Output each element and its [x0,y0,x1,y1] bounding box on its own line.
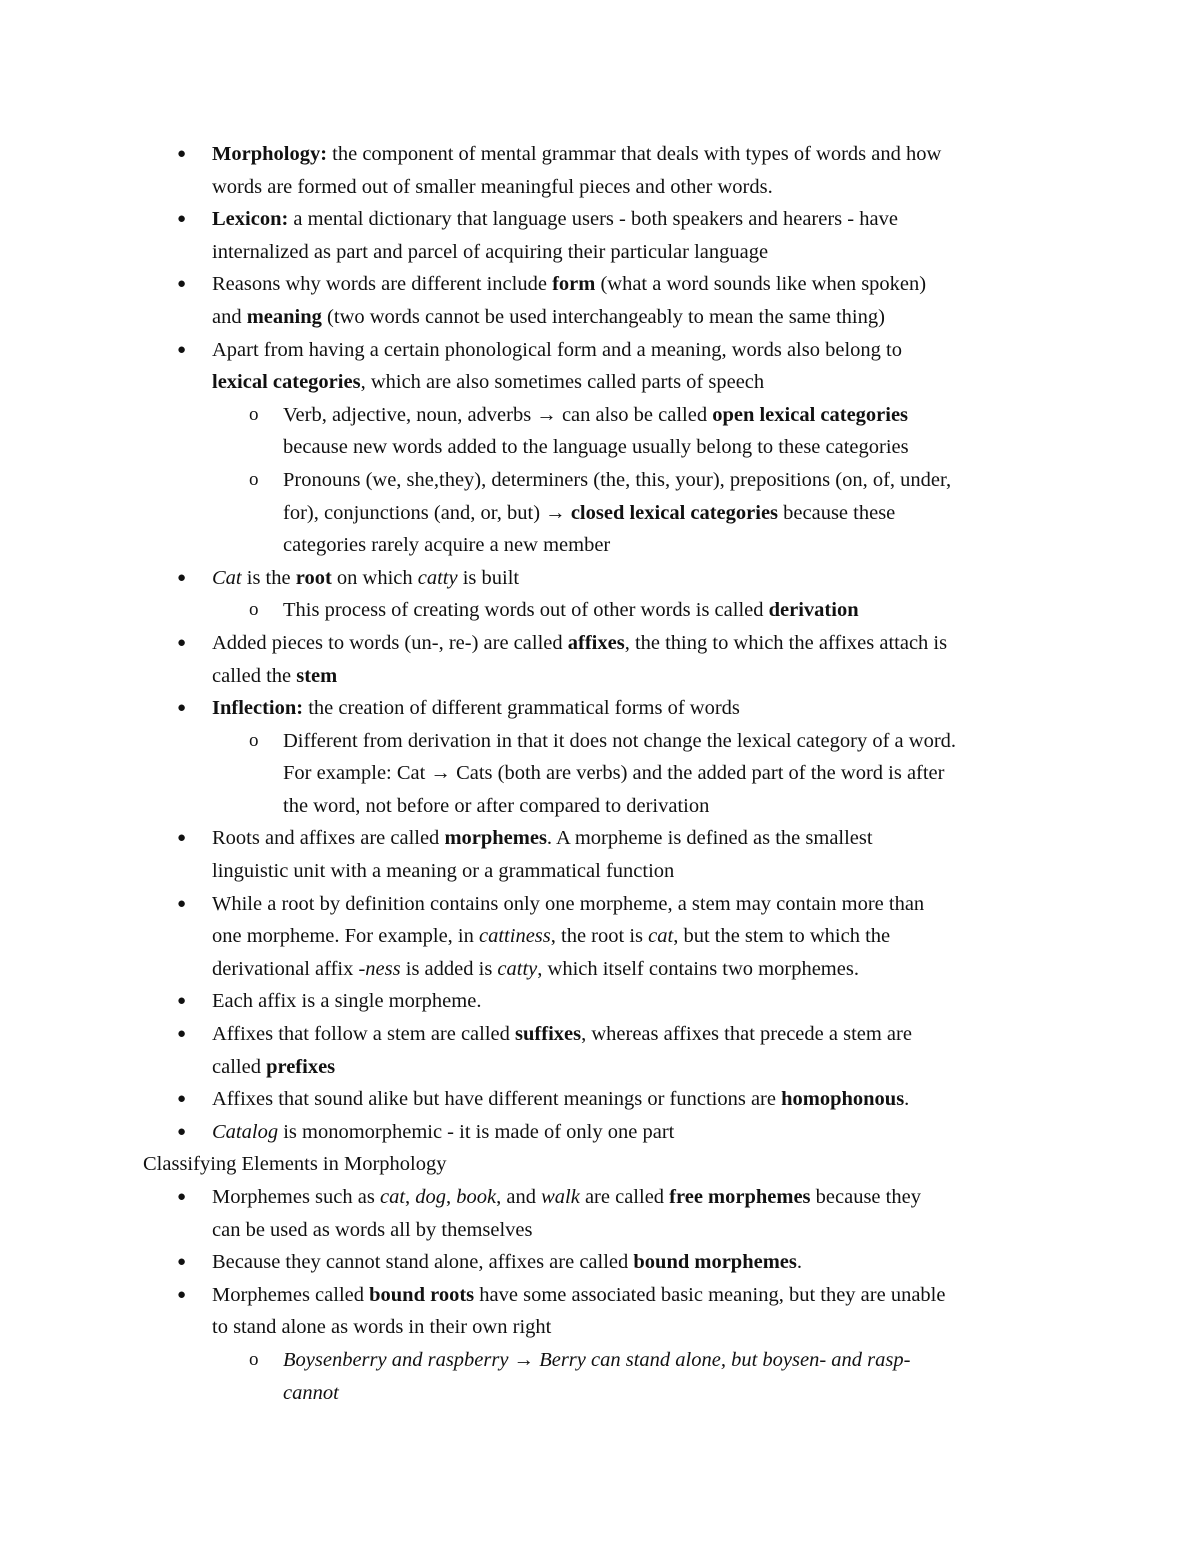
text-line [0,497,1200,530]
text-line [0,692,1200,725]
text-run: internalized as part and parcel of acquiring their particular language [212,240,769,263]
text-line [0,1116,1200,1149]
sub-bullet-icon: o [249,1348,259,1370]
text-run: are called [579,1186,670,1208]
text-run: , [405,1186,416,1208]
text-run: is built [457,566,520,589]
italic-term: -ness [358,957,401,980]
text-line [0,203,1200,236]
text-run: This process of creating words out of other words is called [283,599,769,622]
bullet-icon: ● [177,569,187,586]
text-line [0,431,1200,464]
text-line [0,725,1200,758]
text-line [0,1214,1200,1247]
italic-term: catty [417,566,458,589]
bullet-icon: ● [177,830,187,847]
text-line [0,594,1200,627]
italic-term: Boysenberry and raspberry → Berry can stand alone, but boysen- and rasp- [283,1348,911,1371]
bullet-icon: ● [177,1189,187,1205]
text-run: Verb, adjective, noun, adverbs → can also be called [283,403,713,426]
bold-term: morphemes [444,827,547,850]
bullet-icon: ● [177,341,187,358]
text-run: words are formed out of smaller meaningful pieces and other words. [212,175,773,198]
text-line [0,268,1200,301]
text-run: , the root is [550,925,649,948]
bold-term: bound morphemes [633,1251,797,1274]
text-run: because these [778,501,896,524]
text-line [0,790,1200,823]
text-run: because they [810,1186,921,1208]
italic-term: Catalog [212,1120,279,1143]
sub-bullet-icon: o [249,403,259,425]
text-run: called the [212,664,297,687]
text-run: , the thing to which the affixes attach is [624,631,948,654]
text-run: Pronouns (we, she,they), determiners (the, this, your), prepositions (on, of, under, [283,468,952,491]
text-line [0,1018,1200,1051]
bold-term: suffixes [515,1023,582,1046]
bold-term: free morphemes [669,1186,811,1208]
notes-body [0,138,1200,1409]
text-run: . A morpheme is defined as the smallest [546,827,873,850]
text-run: Affixes that sound alike but have different meanings or functions are [212,1088,782,1111]
text-line [0,1344,1200,1377]
italic-term: cannot [283,1381,339,1404]
text-line [0,1279,1200,1312]
text-run: . [796,1251,802,1274]
text-run: , which are also sometimes called parts of speech [360,371,765,394]
text-run: is monomorphemic - it is made of only one part [278,1120,675,1143]
text-run: for), conjunctions (and, or, but) → [283,501,571,524]
text-run: Classifying Elements in Morphology [143,1153,447,1176]
italic-term: cat [379,1186,406,1208]
text-line [0,920,1200,953]
text-line [0,366,1200,399]
bold-term: closed lexical categories [570,501,779,524]
italic-term: walk [541,1186,580,1208]
bold-term: affixes [567,631,625,654]
text-run: Each affix is a single morpheme. [212,990,482,1013]
text-run: the word, not before or after compared to derivation [283,794,710,817]
text-run: have some associated basic meaning, but they are unable [474,1283,946,1306]
text-run: is added is [400,957,498,980]
text-run: is the [241,566,296,589]
bold-term: bound roots [369,1283,475,1306]
text-line [0,529,1200,562]
bold-term: derivation [768,599,859,622]
bullet-icon: ● [177,634,187,651]
italic-term: cat [648,925,674,948]
text-line [0,985,1200,1018]
text-run: and [212,305,247,328]
text-line [0,464,1200,497]
text-line [0,171,1200,204]
text-run: Because they cannot stand alone, affixes are called [212,1251,634,1274]
bold-term: open lexical categories [712,403,909,426]
text-run: While a root by definition contains only one morpheme, a stem may contain more than [212,892,925,915]
text-run: the creation of different grammatical forms of words [303,697,740,720]
text-run: . [904,1088,910,1111]
italic-term: catty [497,957,538,980]
italic-term: Cat [212,566,242,589]
text-run: Added pieces to words (un-, re-) are called [212,631,568,654]
text-run: Morphemes such as [212,1186,380,1208]
text-run: , which itself contains two morphemes. [537,957,859,980]
text-run: Roots and affixes are called [212,827,445,850]
text-run: called [212,1055,267,1078]
bold-term: lexical categories [212,371,361,394]
text-run: Affixes that follow a stem are called [212,1023,516,1046]
text-run: the component of mental grammar that deals with types of words and how [327,143,942,165]
bullet-icon: ● [177,146,187,162]
text-line [0,236,1200,269]
text-line [0,1181,1200,1214]
text-line [0,627,1200,660]
text-line [0,953,1200,986]
text-line [0,138,1200,171]
sub-bullet-icon: o [249,599,259,621]
text-run: Morphemes called [212,1283,370,1306]
text-line [0,855,1200,888]
bullet-icon: ● [177,1026,187,1043]
bold-term: form [552,273,596,296]
text-run: , whereas affixes that precede a stem are [581,1023,912,1046]
text-line [0,1311,1200,1344]
text-run: For example: Cat → Cats (both are verbs) and the added part of the word is after [283,762,945,785]
bullet-icon: ● [177,1286,187,1303]
text-line [0,334,1200,367]
text-run: linguistic unit with a meaning or a grammatical function [212,860,675,883]
text-line [0,1377,1200,1410]
text-line [0,1083,1200,1116]
italic-term: dog [415,1186,447,1208]
text-run: Reasons why words are different include [212,273,553,296]
text-run: a mental dictionary that language users - both speakers and hearers - have [288,208,898,231]
bold-term: Morphology: [212,143,328,165]
text-run: (two words cannot be used interchangeably to mean the same thing) [321,305,885,328]
bullet-icon: ● [177,276,187,293]
text-run: (what a word sounds like when spoken) [595,273,927,296]
bullet-icon: ● [177,211,187,228]
text-line [0,1148,1200,1181]
text-line [0,757,1200,790]
bullet-icon: ● [177,1254,187,1271]
sub-bullet-icon: o [249,468,259,490]
text-line [0,1246,1200,1279]
text-run: categories rarely acquire a new member [283,534,611,557]
bullet-icon: ● [177,700,187,717]
text-line [0,301,1200,334]
bold-term: Lexicon: [212,208,289,231]
text-line [0,888,1200,921]
bold-term: prefixes [266,1055,336,1078]
italic-term: book [456,1186,497,1208]
bold-term: homophonous [781,1088,905,1111]
bullet-icon: ● [177,895,187,912]
text-line [0,1051,1200,1084]
text-run: to stand alone as words in their own right [212,1316,552,1339]
text-run: one morpheme. For example, in [212,925,480,948]
text-line [0,399,1200,432]
text-run: , [446,1186,457,1208]
text-run: can be used as words all by themselves [212,1218,533,1241]
bullet-icon: ● [177,993,187,1010]
bold-term: Inflection: [212,697,304,720]
text-run: , and [496,1186,542,1208]
text-line [0,660,1200,693]
text-run: Apart from having a certain phonological form and a meaning, words also belong to [212,338,902,361]
bullet-icon: ● [177,1123,187,1140]
text-line [0,822,1200,855]
bold-term: root [295,566,332,589]
text-run: derivational affix [212,957,359,980]
text-line [0,562,1200,595]
text-run: , but the stem to which the [673,925,891,948]
text-run: because new words added to the language usually belong to these categories [283,436,909,459]
bold-term: meaning [246,305,322,328]
text-run: Different from derivation in that it does not change the lexical category of a word. [283,729,957,752]
bold-term: stem [296,664,338,687]
italic-term: cattiness [479,925,551,948]
sub-bullet-icon: o [249,729,259,751]
bullet-icon: ● [177,1091,187,1108]
text-run: on which [331,566,418,589]
